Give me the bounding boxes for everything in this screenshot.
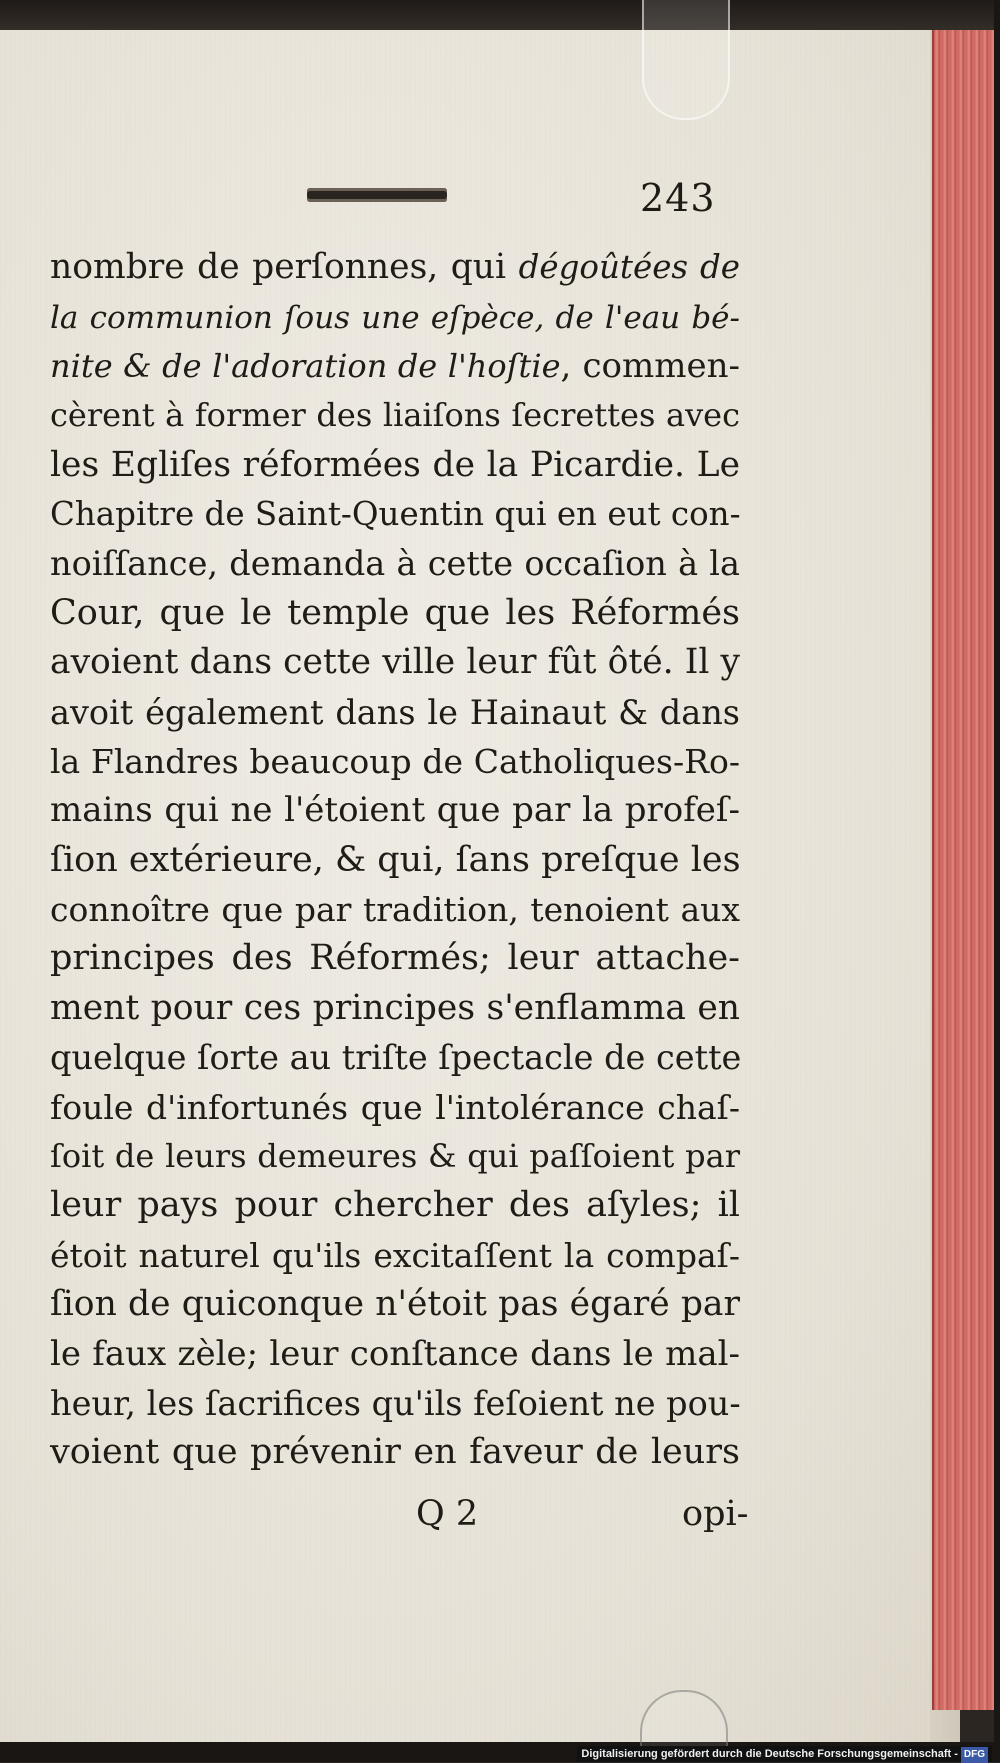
text-run: avoient dans cette ville leur fût ôté. Il y — [50, 642, 740, 683]
text-line — [50, 391, 740, 440]
text-line — [50, 786, 740, 835]
text-line — [50, 885, 740, 934]
text-run: heur, les ſacrifices qu'ils feſoient ne pou- — [50, 1383, 741, 1423]
text-line — [50, 1379, 740, 1428]
text-line — [50, 1181, 740, 1230]
text-run: ſion extérieure, & qui, ſans preſque les — [50, 839, 741, 880]
text-run: ſion de quiconque n'étoit pas égaré par — [50, 1284, 740, 1325]
text-run: avoit également dans le Hainaut & dans — [50, 692, 740, 732]
page-clip-top — [642, 0, 730, 120]
text-run: la Flandres beaucoup de Catholiques-Ro- — [50, 741, 740, 781]
text-line — [50, 1083, 740, 1132]
catchword: opi- — [682, 1494, 749, 1534]
digitization-credit — [577, 1746, 992, 1762]
text-run: les Egliſes réformées de la Picardie. Le — [50, 444, 740, 485]
text-line — [50, 342, 740, 391]
text-line — [50, 1428, 740, 1477]
text-line — [50, 490, 740, 539]
text-line — [50, 737, 740, 786]
text-run: le faux zèle; leur conſtance dans le mal- — [50, 1333, 740, 1374]
italic-text-run: la communion ſous une eſpèce, de l'eau bé- — [50, 300, 740, 337]
body-text — [50, 243, 740, 1478]
text-run: ſoit de leurs demeures & qui paſſoient par — [50, 1137, 740, 1176]
credit-text: Digitalisierung gefördert durch die Deutsche Forschungsgemeinschaft - — [581, 1748, 958, 1760]
text-run: leur pays pour chercher des aſyles; il — [50, 1185, 740, 1226]
red-page-edges — [932, 30, 996, 1710]
text-line — [50, 1280, 740, 1329]
text-run: foule d'infortunés que l'intolérance chaſ- — [50, 1087, 740, 1127]
italic-text-run: nite & de l'adoration de l'hoſtie — [50, 346, 561, 385]
text-line — [50, 1330, 740, 1379]
header-rule — [307, 188, 447, 202]
text-run: quelque ſorte au triſte ſpectacle de cette — [50, 1038, 742, 1078]
scan-background-right — [994, 0, 1000, 1762]
text-run: voient que prévenir en faveur de leurs — [50, 1432, 740, 1473]
text-run: noiſſance, demanda à cette occaſion à la — [50, 544, 740, 584]
text-run: principes des Réformés; leur attache- — [50, 938, 740, 979]
text-run: nombre de perſonnes, qui — [50, 247, 519, 287]
text-line — [50, 243, 740, 292]
text-line — [50, 836, 740, 885]
page-number: 243 — [640, 176, 716, 220]
text-line — [50, 1132, 740, 1181]
text-run: étoit naturel qu'ils excitaſſent la compaſ- — [50, 1235, 740, 1275]
text-run: cèrent à former des liaiſons ſecrettes avec — [50, 396, 740, 435]
text-run: mains qui ne l'étoient que par la profeſ- — [50, 790, 740, 831]
text-run: Chapitre de Saint-Quentin qui en eut con- — [50, 494, 741, 533]
text-run: , commen- — [560, 345, 740, 386]
dfg-logo: DFG — [961, 1747, 988, 1763]
text-line — [50, 539, 740, 588]
italic-text-run: dégoûtées de — [518, 248, 740, 286]
text-line — [50, 638, 740, 687]
text-line — [50, 589, 740, 638]
text-line — [50, 1231, 740, 1280]
text-run: Cour, que le temple que les Réformés — [50, 592, 740, 633]
text-line — [50, 934, 740, 983]
signature-mark: Q 2 — [416, 1494, 479, 1534]
text-line — [50, 292, 740, 341]
text-line — [50, 1033, 740, 1082]
text-run: connoître que par tradition, tenoient aux — [50, 890, 740, 930]
text-line — [50, 441, 740, 490]
text-line — [50, 688, 740, 737]
text-run: ment pour ces principes s'enflamma en — [50, 987, 740, 1028]
page-footer — [50, 1494, 749, 1544]
text-line — [50, 984, 740, 1033]
